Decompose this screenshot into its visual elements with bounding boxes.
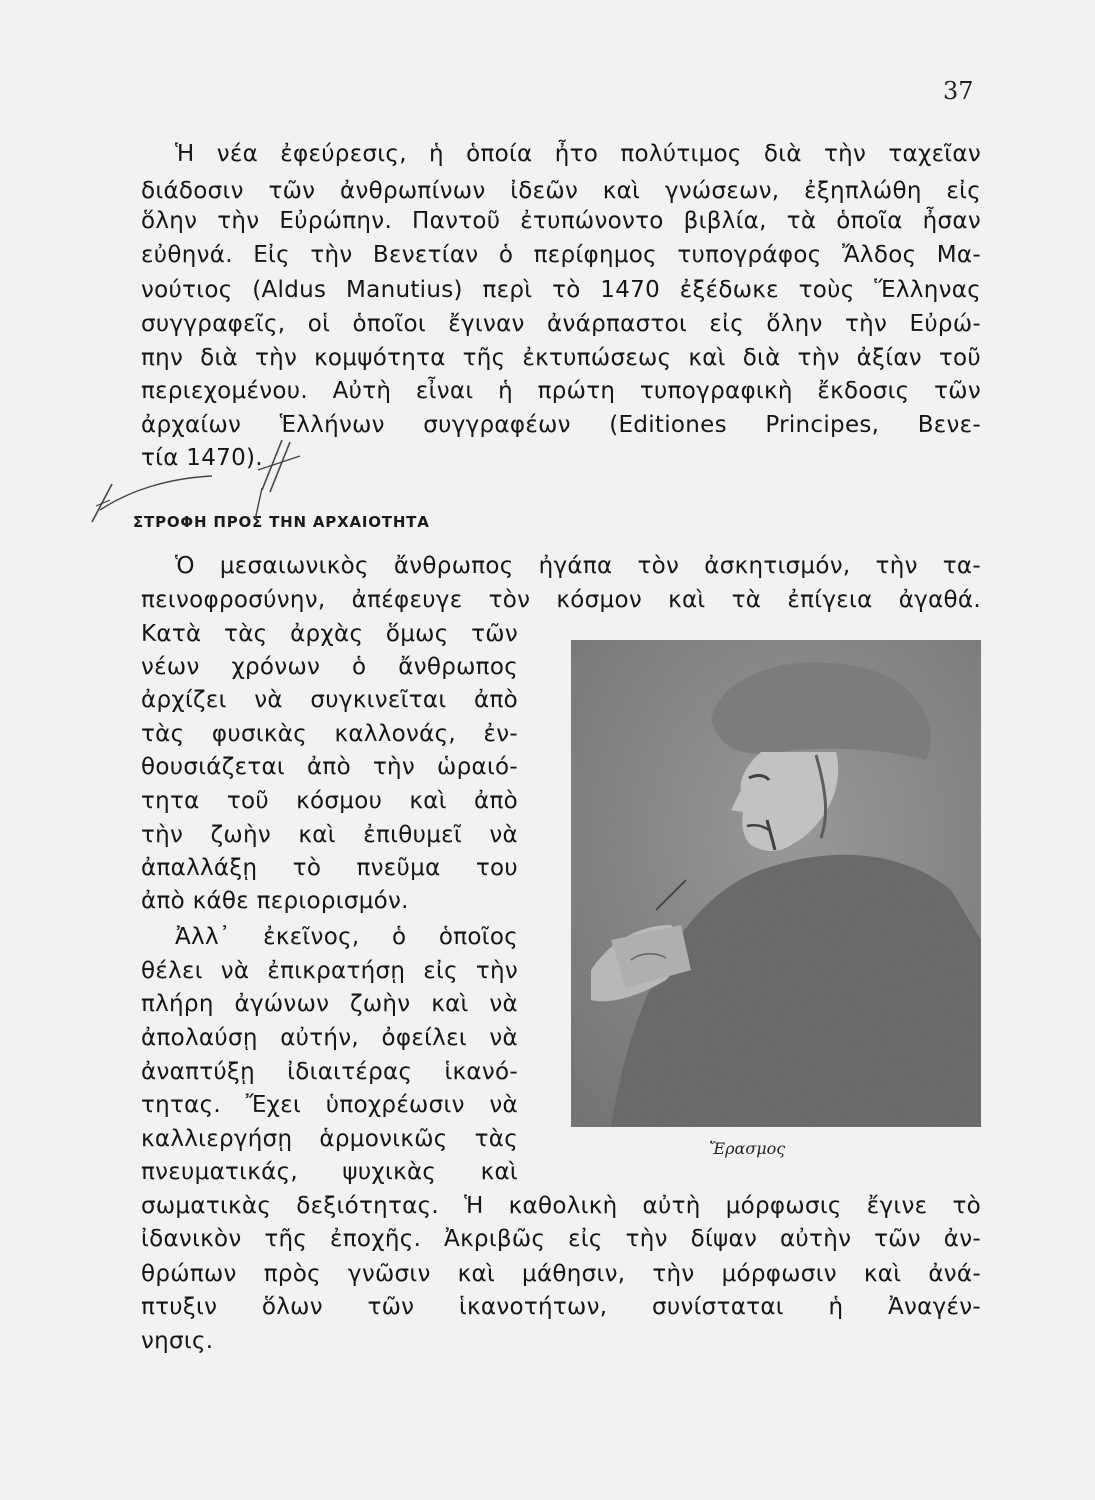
text-line: πλήρη ἀγώνων ζωὴν καὶ νὰ — [141, 991, 518, 1017]
text-line: νησις. — [141, 1328, 214, 1354]
text-line: θέλει νὰ ἐπικρατήσῃ εἰς τὴν — [141, 958, 518, 984]
text-line: σωματικὰς δεξιότητας. Ἡ καθολικὴ αὐτὴ μόρφωσις ἔγινε τὸ — [141, 1193, 981, 1219]
text-line: τὴν ζωὴν καὶ ἐπιθυμεῖ νὰ — [141, 822, 518, 848]
text-line: καλλιεργήσῃ ἁρμονικῶς τὰς — [141, 1126, 518, 1152]
text-line: περιεχομένου. Αὐτὴ εἶναι ἡ πρώτη τυπογραφικὴ ἔκδοσις τῶν — [141, 378, 981, 404]
page-number: 37 — [943, 77, 974, 105]
text-line: συγγραφεῖς, οἱ ὁποῖοι ἔγιναν ἀνάρπαστοι εἰς ὅλην τὴν Εὐρώ- — [141, 311, 981, 337]
section-heading: ΣΤΡΟΦΗ ΠΡΟΣ ΤΗΝ ΑΡΧΑΙΟΤΗΤΑ — [133, 513, 430, 531]
text-line: ἀρχίζει νὰ συγκινεῖται ἀπὸ — [141, 687, 518, 713]
text-line: τὰς φυσικὰς καλλονάς, ἐν- — [141, 721, 518, 747]
text-line: θρώπων πρὸς γνῶσιν καὶ μάθησιν, τὴν μόρφωσιν καὶ ἀνά- — [141, 1261, 981, 1287]
text-line: ἀναπτύξῃ ἰδιαιτέρας ἱκανό- — [141, 1059, 518, 1085]
text-line: ὅλην τὴν Εὐρώπην. Παντοῦ ἐτυπώνοντο βιβλία, τὰ ὁποῖα ἦσαν — [141, 208, 981, 234]
figure-caption: Ἔρασμος — [709, 1139, 786, 1158]
text-line: νέων χρόνων ὁ ἄνθρωπος — [141, 654, 518, 680]
text-line: τία 1470). — [141, 445, 263, 471]
text-line: Ἀλλ᾽ ἐκεῖνος, ὁ ὁποῖος — [175, 924, 518, 950]
text-line: πην διὰ τὴν κομψότητα τῆς ἐκτυπώσεως καὶ διὰ τὴν ἀξίαν τοῦ — [141, 345, 981, 371]
text-line: πεινοφροσύνην, ἀπέφευγε τὸν κόσμον καὶ τὰ ἐπίγεια ἀγαθά. — [141, 587, 981, 613]
text-line: Ἡ νέα ἐφεύρεσις, ἡ ὁποία ἦτο πολύτιμος διὰ τὴν ταχεῖαν — [175, 141, 981, 167]
text-line: ἰδανικὸν τῆς ἐποχῆς. Ἀκριβῶς εἰς τὴν δίψαν αὐτὴν τῶν ἀν- — [141, 1226, 981, 1252]
text-line: Κατὰ τὰς ἀρχὰς ὅμως τῶν — [141, 621, 518, 647]
text-line: νούτιος (Aldus Manutius) περὶ τὸ 1470 ἐξέδωκε τοὺς Ἕλληνας — [141, 277, 981, 303]
text-line: ἀπαλλάξῃ τὸ πνεῦμα του — [141, 855, 518, 881]
text-line: πνευματικάς, ψυχικὰς καὶ — [141, 1159, 518, 1185]
text-line: τητας. Ἔχει ὑποχρέωσιν νὰ — [141, 1092, 518, 1118]
text-line: τητα τοῦ κόσμου καὶ ἀπὸ — [141, 788, 518, 814]
text-line: ἀρχαίων Ἑλλήνων συγγραφέων (Editiones Principes, Βενε- — [141, 412, 981, 438]
text-line: πτυξιν ὅλων τῶν ἱκανοτήτων, συνίσταται ἡ Ἀναγέν- — [141, 1294, 981, 1320]
text-line: διάδοσιν τῶν ἀνθρωπίνων ἰδεῶν καὶ γνώσεων, ἐξηπλώθη εἰς — [141, 178, 981, 204]
text-line: θουσιάζεται ἀπὸ τὴν ὡραιό- — [141, 754, 518, 780]
text-line: Ὁ μεσαιωνικὸς ἄνθρωπος ἠγάπα τὸν ἀσκητισμόν, τὴν τα- — [175, 553, 981, 579]
text-line: ἀπὸ κάθε περιορισμόν. — [141, 888, 409, 914]
text-line: ἀπολαύσῃ αὐτήν, ὀφείλει νὰ — [141, 1025, 518, 1051]
text-line: εὐθηνά. Εἰς τὴν Βενετίαν ὁ περίφημος τυπογράφος Ἄλδος Μα- — [141, 242, 981, 268]
